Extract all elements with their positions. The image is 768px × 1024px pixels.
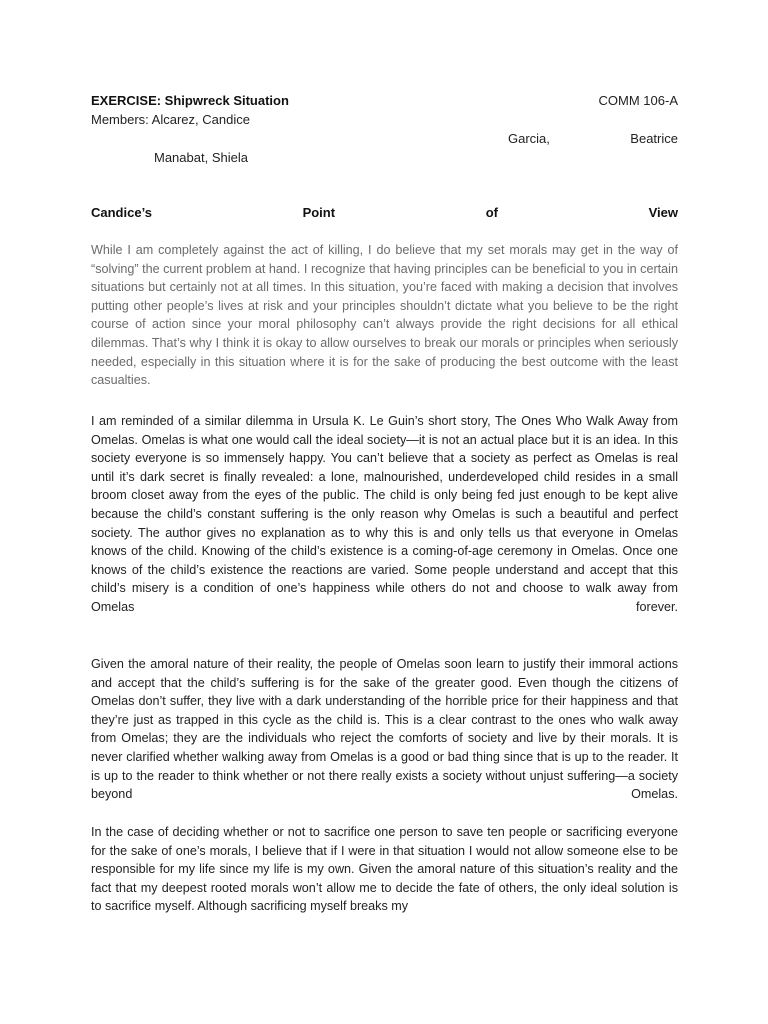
member-manabat: Manabat, Shiela	[154, 150, 248, 165]
header-row	[91, 92, 678, 110]
heading-word: Candice’s	[91, 205, 152, 220]
paragraph-intro: While I am completely against the act of killing, I do believe that my set morals may get in the way of “solving” the current problem at hand. I recognize that having principles can be beneficial to you in certain situations but certainly not at all times. In this situation, you’re faced with making a decision that involves putting other people’s lives at risk and your principles shouldn’t dictate what you believe to be the right course of action since your moral philosophy can’t always provide the right decisions for all ethical dilemmas. That’s why I think it is okay to allow ourselves to break our morals or principles when seriously needed, especially in this situation where it is for the sake of producing the best outcome with the least casualties.	[91, 243, 678, 388]
member-first-name: Beatrice	[630, 131, 678, 146]
exercise-title: EXERCISE: Shipwreck Situation	[91, 93, 289, 108]
course-code: COMM 106-A	[598, 93, 678, 108]
heading-word: of	[485, 205, 498, 220]
member-last-name: Garcia,	[508, 131, 550, 146]
section-heading	[91, 204, 678, 222]
heading-word: Point	[302, 205, 336, 220]
member-garcia	[508, 130, 678, 148]
paragraph-decision: In the case of deciding whether or not to sacrifice one person to save ten people or sacrificing everyone for the sake of one’s morals, I believe that if I were in that situation I would not allow someone else to be responsible for my life since my life is my own. Given the amoral nature of this situation’s reality and the fact that my deepest rooted morals won’t allow me to decide the fate of others, the only ideal solution is to sacrifice myself. Although sacrificing myself breaks my	[91, 825, 678, 914]
paragraph-amoral: Given the amoral nature of their reality, the people of Omelas soon learn to justify their immoral actions and accept that the child’s suffering is for the sake of the greater good. Even though the citizens of Omelas don’t suffer, they live with a dark understanding of the horrible price for their happiness and that they’re just as trapped in this cycle as the child is. This is a clear contrast to the ones who walk away from Omelas; they are the individuals who reject the comforts of society and live by their morals. It is never clarified whether walking away from Omelas is a good or bad thing since that is up to the reader. It is up to the reader to think whether or not there really exists a society without unjust suffering—a society beyond Omelas.	[91, 657, 678, 802]
paragraph-omelas: I am reminded of a similar dilemma in Ursula K. Le Guin’s short story, The Ones Who Walk Away from Omelas. Omelas is what one would call the ideal society—it is not an actual place but it is an idea. In this society everyone is so immensely happy. You can’t believe that a society as perfect as Omelas is real until it’s dark secret is finally revealed: a lone, malnourished, underdeveloped child resides in a small broom closet away from the eyes of the public. The child is only being fed just enough to be kept alive because the child’s constant suffering is the only reason why Omelas is such a beautiful and perfect society. The author gives no explanation as to why this is and only tells us that everyone in Omelas knows of the child. Knowing of the child’s existence is a coming-of-age ceremony in Omelas. Once one knows of the child’s existence the reactions are varied. Some people understand and accept that this child’s misery is a condition of one’s happiness while others do not and choose to walk away from Omelas forever.	[91, 414, 678, 614]
heading-word: View	[648, 205, 678, 220]
members-line: Members: Alcarez, Candice	[91, 112, 250, 127]
